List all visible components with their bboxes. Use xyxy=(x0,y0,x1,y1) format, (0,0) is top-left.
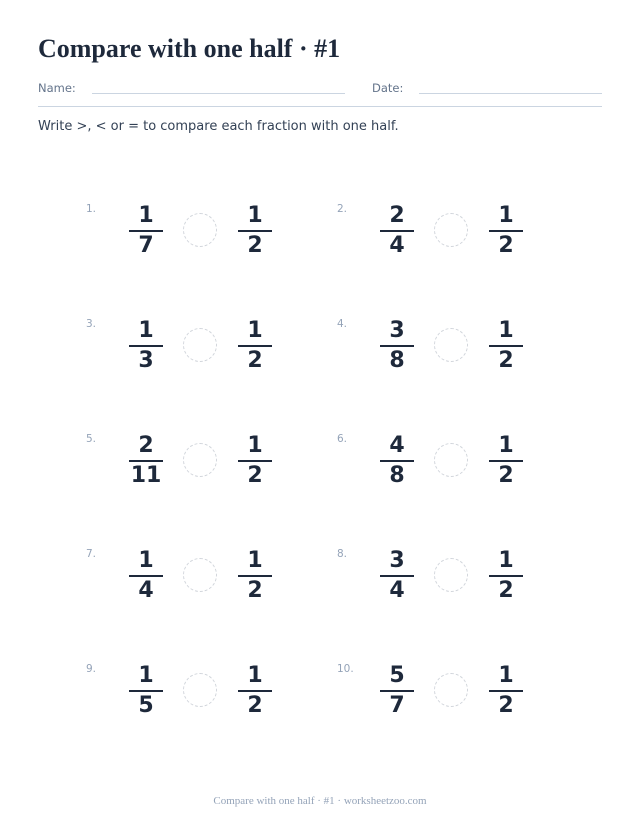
problem-item xyxy=(86,433,336,503)
problem-number: 1. xyxy=(86,203,97,215)
problem-number: 5. xyxy=(86,433,97,445)
left-fraction xyxy=(380,548,414,604)
answer-circle[interactable] xyxy=(434,558,468,592)
left-fraction xyxy=(129,663,163,719)
denominator: 2 xyxy=(498,463,514,488)
fraction-bar xyxy=(489,460,523,462)
problem-item xyxy=(337,203,587,273)
right-fraction xyxy=(238,318,272,374)
answer-circle[interactable] xyxy=(183,328,217,362)
date-label: Date: xyxy=(372,81,404,95)
fraction-bar xyxy=(380,690,414,692)
answer-circle[interactable] xyxy=(434,673,468,707)
fraction-bar xyxy=(380,575,414,577)
problem-item xyxy=(86,203,336,273)
right-fraction xyxy=(238,548,272,604)
right-fraction xyxy=(238,203,272,259)
denominator: 2 xyxy=(498,578,514,603)
problem-number: 6. xyxy=(337,433,348,445)
numerator: 1 xyxy=(247,433,263,458)
problem-number: 2. xyxy=(337,203,348,215)
fraction-bar xyxy=(129,230,163,232)
fraction-bar xyxy=(129,690,163,692)
numerator: 1 xyxy=(498,548,514,573)
numerator: 2 xyxy=(138,433,154,458)
numerator: 1 xyxy=(247,663,263,688)
answer-circle[interactable] xyxy=(434,213,468,247)
problem-number: 7. xyxy=(86,548,97,560)
problem-item xyxy=(337,548,587,618)
numerator: 1 xyxy=(247,203,263,228)
numerator: 4 xyxy=(389,433,405,458)
numerator: 1 xyxy=(498,203,514,228)
denominator: 4 xyxy=(138,578,154,603)
date-field[interactable] xyxy=(419,93,602,94)
fraction-bar xyxy=(380,345,414,347)
answer-circle[interactable] xyxy=(183,443,217,477)
numerator: 1 xyxy=(498,663,514,688)
problem-item xyxy=(86,663,336,733)
answer-circle[interactable] xyxy=(434,328,468,362)
answer-circle[interactable] xyxy=(183,673,217,707)
footer: Compare with one half · #1 · worksheetzoo.com xyxy=(213,795,427,807)
numerator: 5 xyxy=(389,663,405,688)
problem-number: 10. xyxy=(337,663,354,675)
fraction-bar xyxy=(380,460,414,462)
left-fraction xyxy=(129,548,163,604)
right-fraction xyxy=(489,203,523,259)
denominator: 4 xyxy=(389,233,405,258)
fraction-bar xyxy=(489,575,523,577)
numerator: 1 xyxy=(498,433,514,458)
denominator: 4 xyxy=(389,578,405,603)
numerator: 2 xyxy=(389,203,405,228)
problem-number: 3. xyxy=(86,318,97,330)
fraction-bar xyxy=(489,690,523,692)
answer-circle[interactable] xyxy=(183,558,217,592)
left-fraction xyxy=(380,663,414,719)
numerator: 1 xyxy=(138,663,154,688)
page-title: Compare with one half · #1 xyxy=(38,34,341,63)
denominator: 2 xyxy=(498,693,514,718)
left-fraction xyxy=(129,203,163,259)
fraction-bar xyxy=(489,345,523,347)
fraction-bar xyxy=(238,345,272,347)
fraction-bar xyxy=(238,575,272,577)
name-label: Name: xyxy=(38,81,76,95)
denominator: 2 xyxy=(247,233,263,258)
denominator: 7 xyxy=(389,693,405,718)
left-fraction xyxy=(380,318,414,374)
numerator: 3 xyxy=(389,318,405,343)
numerator: 1 xyxy=(138,548,154,573)
problem-number: 9. xyxy=(86,663,97,675)
numerator: 1 xyxy=(247,318,263,343)
fraction-bar xyxy=(129,575,163,577)
problem-item xyxy=(86,548,336,618)
denominator: 8 xyxy=(389,463,405,488)
denominator: 2 xyxy=(247,463,263,488)
fraction-bar xyxy=(380,230,414,232)
fraction-bar xyxy=(238,690,272,692)
problem-number: 8. xyxy=(337,548,348,560)
right-fraction xyxy=(489,318,523,374)
denominator: 7 xyxy=(138,233,154,258)
problem-number: 4. xyxy=(337,318,348,330)
denominator: 3 xyxy=(138,348,154,373)
right-fraction xyxy=(489,548,523,604)
denominator: 2 xyxy=(498,348,514,373)
denominator: 2 xyxy=(498,233,514,258)
fraction-bar xyxy=(129,345,163,347)
numerator: 1 xyxy=(138,203,154,228)
left-fraction xyxy=(380,203,414,259)
right-fraction xyxy=(489,663,523,719)
name-field[interactable] xyxy=(92,93,345,94)
problem-item xyxy=(86,318,336,388)
right-fraction xyxy=(238,433,272,489)
problem-item xyxy=(337,663,587,733)
left-fraction xyxy=(380,433,414,489)
fraction-bar xyxy=(238,460,272,462)
answer-circle[interactable] xyxy=(183,213,217,247)
denominator: 5 xyxy=(138,693,154,718)
numerator: 1 xyxy=(138,318,154,343)
denominator: 2 xyxy=(247,693,263,718)
header-divider xyxy=(38,106,602,107)
denominator: 8 xyxy=(389,348,405,373)
problem-item xyxy=(337,318,587,388)
numerator: 3 xyxy=(389,548,405,573)
fraction-bar xyxy=(129,460,163,462)
left-fraction xyxy=(129,433,163,489)
fraction-bar xyxy=(489,230,523,232)
problem-item xyxy=(337,433,587,503)
denominator: 2 xyxy=(247,348,263,373)
numerator: 1 xyxy=(247,548,263,573)
denominator: 11 xyxy=(130,463,162,488)
right-fraction xyxy=(238,663,272,719)
right-fraction xyxy=(489,433,523,489)
answer-circle[interactable] xyxy=(434,443,468,477)
numerator: 1 xyxy=(498,318,514,343)
fraction-bar xyxy=(238,230,272,232)
denominator: 2 xyxy=(247,578,263,603)
instructions: Write >, < or = to compare each fraction with one half. xyxy=(38,119,399,134)
left-fraction xyxy=(129,318,163,374)
